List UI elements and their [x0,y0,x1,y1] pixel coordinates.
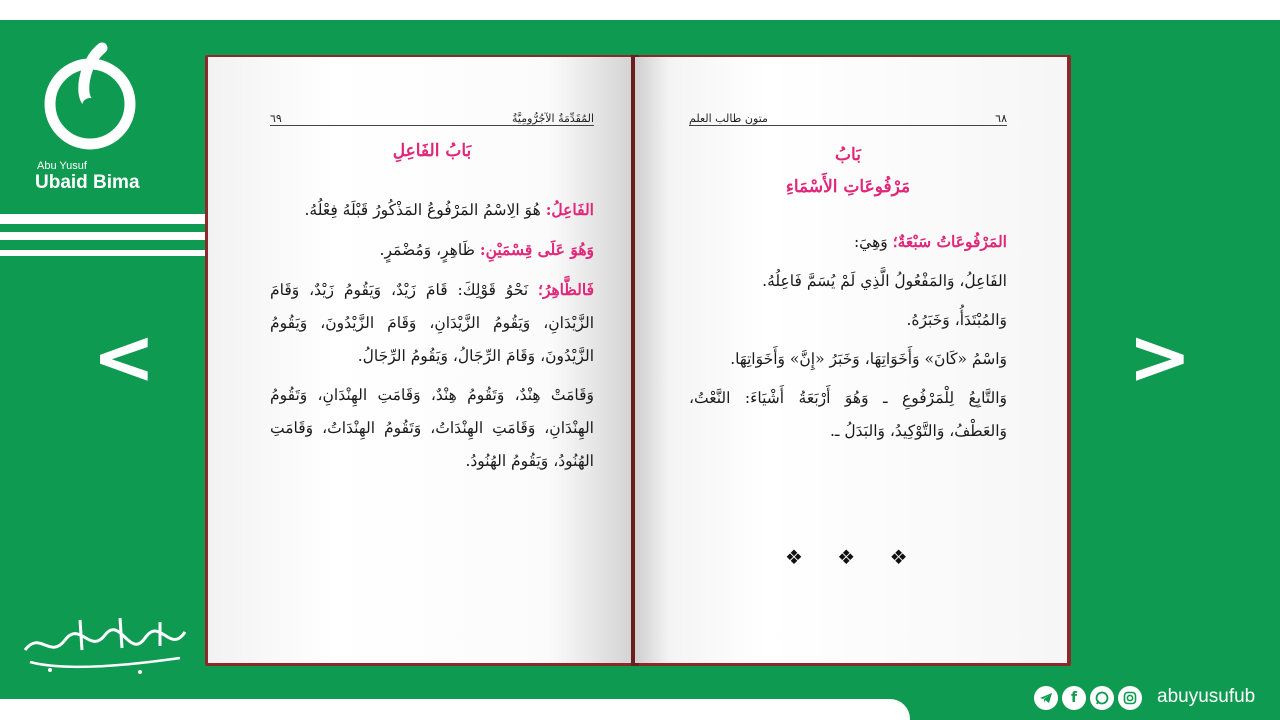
page-body [270,193,594,478]
paragraph [689,343,1007,376]
telegram-icon[interactable] [1034,686,1058,710]
ornament: ❖ ❖ ❖ [785,545,922,569]
term: فَالظَّاهِرُ؛ [538,280,594,299]
chapter-subtitle: مَرْفُوعَاتِ الأَسْمَاءِ [785,177,911,197]
facebook-icon[interactable]: f [1062,686,1086,710]
paragraph-text: ظَاهِرٍ، وَمُضْمَرٍ. [379,241,475,259]
paragraph [689,382,1007,448]
paragraph-text: هُوَ الِاسْمُ المَرْفُوعُ المَذْكُورُ قَبْلَهُ فِعْلُهُ. [304,201,541,219]
paragraph [689,225,1007,259]
paragraph [689,304,1007,337]
brand-name: Ubaid Bima [35,172,140,193]
left-page [208,57,635,663]
paragraph [270,273,594,373]
paragraph-text: نَحْوُ قَوْلِكَ: قَامَ زَيْدٌ، وَيَقُومُ زَيْدٌ، وَقَامَ الزَّيْدَانِ، وَيَقُومُ الزَّيْدَانِ، وَقَامَ الزَّيْدُونَ، وَيَقُومُ الزَّيْدُونَ، وَقَامَ الرِّجَالُ، وَيَقُومُ الرِّجَالُ. [270,281,594,365]
page-number: ٦٩ [270,112,282,125]
paragraph-text: وَالمُبْتَدَأُ، وَخَبَرُهُ. [906,311,1007,329]
paragraph-text: وَاسْمُ «كَانَ» وَأَخَوَاتِهَا، وَخَبَرُ «إِنَّ» وَأَخَوَاتِهَا. [730,350,1007,368]
page-number: ٦٨ [995,112,1007,125]
header-title: متون طالب العلم [689,112,768,125]
social-handle: abuyusufub [1157,686,1256,707]
paragraph [270,193,594,227]
page-header [689,107,1007,126]
paragraph [689,265,1007,298]
chapter-title: بَابُ [835,145,861,165]
whatsapp-icon[interactable] [1090,686,1114,710]
term: الفَاعِلُ: [545,200,594,219]
bottom-white-band [0,699,910,720]
social-links [1034,686,1142,710]
page-body [689,225,1007,448]
paragraph-text: وَقَامَتْ هِنْدٌ، وَتَقُومُ هِنْدٌ، وَقَامَتِ الهِنْدَانِ، وَتَقُومُ الهِنْدَانِ، وَقَامَتِ الهِنْدَاتُ، وَتَقُومُ الهِنْدَاتُ، وَقَامَتِ الهُنُودُ، وَيَقُومُ الهُنُودُ. [270,386,594,470]
decor-stripe [0,250,205,256]
term: وَهُوَ عَلَى قِسْمَيْنِ: [479,240,594,259]
decor-stripe [0,232,205,240]
paragraph-text: وَالتَّابِعُ لِلْمَرْفُوعِ ـ وَهُوَ أَرْبَعَةُ أَشْيَاءَ: النَّعْتُ، وَالعَطْفُ، وَالتَّوْكِيدُ، وَالبَدَلُ ـ. [689,389,1007,440]
term: المَرْفُوعَاتُ سَبْعَةٌ؛ [892,232,1007,251]
header-title: المُقَدِّمَةُ الآجُرُّومِيَّةُ [511,112,594,125]
brand-logo [40,42,140,160]
previous-page-button[interactable]: < [92,312,156,401]
paragraph-text: وَهِيَ: [853,233,888,251]
chapter-title: بَابُ الفَاعِلِ [392,141,472,161]
right-page [635,57,1067,663]
brand-name-small: Abu Yusuf [37,160,87,172]
top-strip [0,0,1280,20]
next-page-button[interactable]: > [1128,312,1192,401]
instagram-icon[interactable] [1118,686,1142,710]
decor-stripe [0,214,205,224]
page-header [270,107,594,126]
paragraph-text: الفَاعِلُ، وَالمَفْعُولُ الَّذِي لَمْ يُسَمَّ فَاعِلُهُ. [762,272,1007,290]
paragraph [270,379,594,478]
paragraph [270,233,594,267]
open-book [205,55,1071,666]
calligraphy-logo [20,610,190,680]
